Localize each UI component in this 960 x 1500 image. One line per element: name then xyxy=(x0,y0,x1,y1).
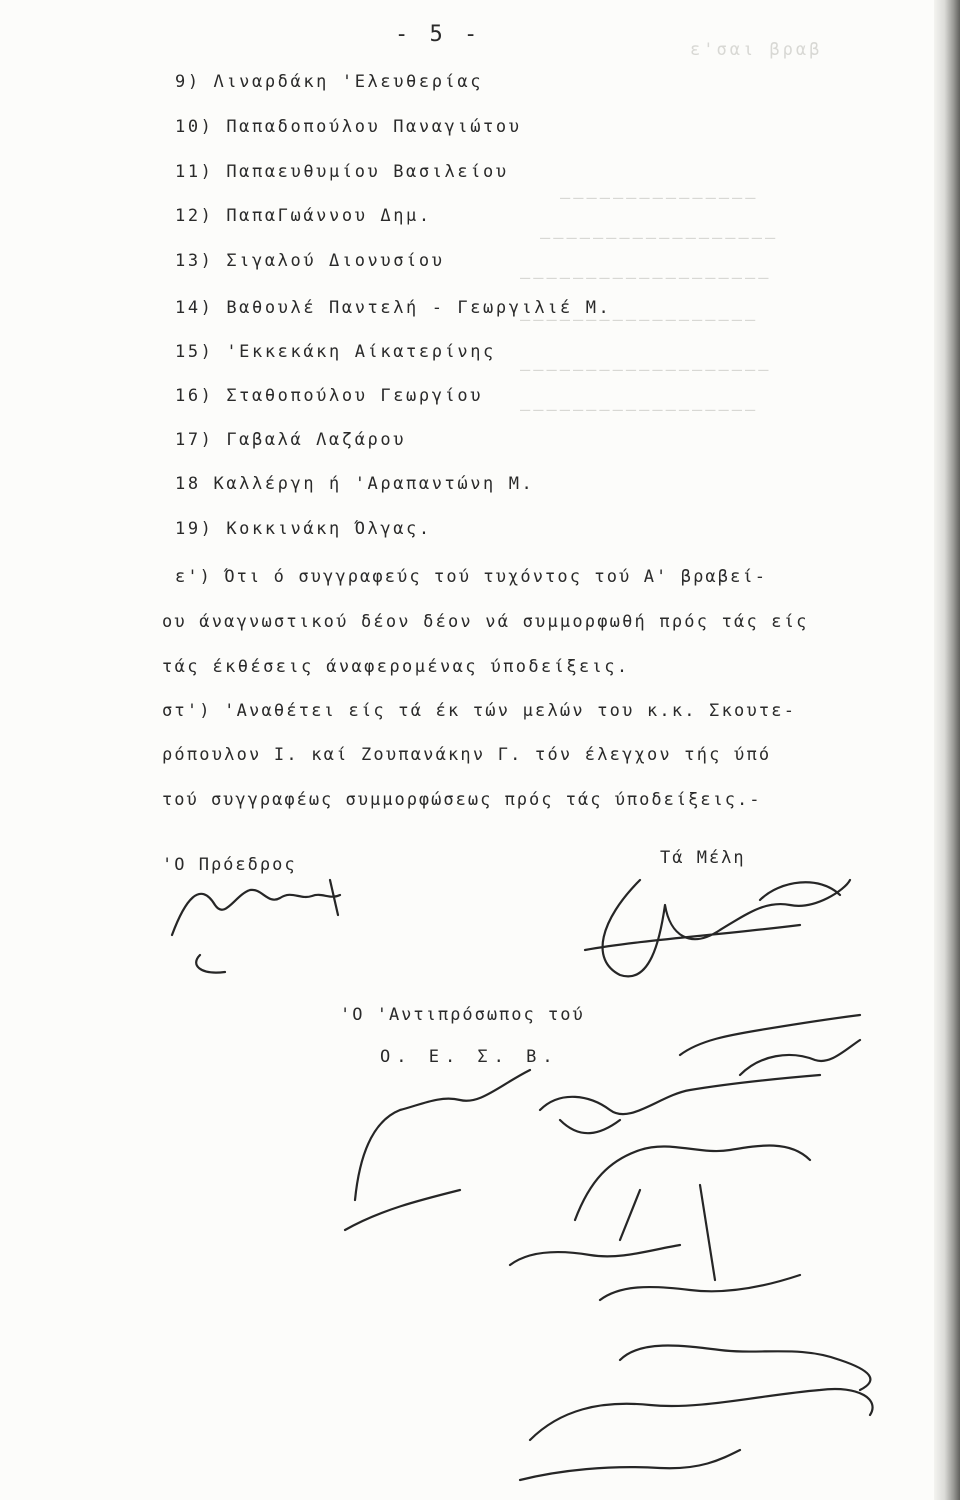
signature-member-2 xyxy=(680,1015,860,1075)
signature-president xyxy=(172,880,340,973)
list-item: 18 Καλλέργη ή 'Αραπαντώνη Μ. xyxy=(175,474,535,494)
list-item: 14) Βαθουλέ Παντελή - Γεωργιλιέ Μ. xyxy=(175,298,612,318)
list-item: 11) Παπαευθυμίου Βασιλείου xyxy=(175,162,509,182)
paragraph-line: τάς έκθέσεις άναφερομένας ύποδείξεις. xyxy=(162,657,630,677)
signature-member-7 xyxy=(620,1346,870,1390)
representative-label: 'Ο 'Αντιπρόσωπος τού xyxy=(340,1005,585,1025)
bleed-through-text: ―――――――――――――――――― xyxy=(520,310,759,330)
list-item: 10) Παπαδοπούλου Παναγιώτου xyxy=(175,117,522,137)
signature-member-9 xyxy=(520,1450,740,1480)
members-label: Τά Μέλη xyxy=(660,848,746,868)
signature-member-1 xyxy=(585,880,850,976)
list-item: 13) Σιγαλού Διονυσίου xyxy=(175,251,445,271)
paragraph-line: στ') 'Αναθέτει είς τά έκ τών μελών του κ.κ. Σκουτε- xyxy=(162,701,797,721)
list-item: 12) ΠαπαΓωάννου Δημ. xyxy=(175,206,432,226)
signature-member-4 xyxy=(575,1146,810,1240)
signature-member-5 xyxy=(510,1185,715,1280)
list-item: 16) Σταθοπούλου Γεωργίου xyxy=(175,386,484,406)
paragraph-line: ρόπουλον Ι. καί Ζουπανάκην Γ. τόν έλεγχον τής ύπό xyxy=(162,745,772,765)
list-item: 9) Λιναρδάκη 'Ελευθερίας xyxy=(175,72,484,92)
bleed-through-text: ――――――――――――――― xyxy=(560,188,759,208)
page-number: - 5 - xyxy=(395,22,482,47)
list-item: 17) Γαβαλά Λαζάρου xyxy=(175,430,407,450)
bleed-through-text: ――――――――――――――――――― xyxy=(520,268,772,288)
bleed-through-text: ε'σαι βραβ xyxy=(690,40,823,60)
bleed-through-text: ―――――――――――――――――― xyxy=(520,400,759,420)
paragraph-line: ε') Ότι ό συγγραφεύς τού τυχόντος τού Α' βραβεί- xyxy=(175,567,768,587)
paragraph-line: ου άναγνωστικού δέον δέον νά συμμορφωθή πρός τάς είς xyxy=(162,612,809,632)
list-item: 15) 'Εκκεκάκη Αίκατερίνης xyxy=(175,342,496,362)
president-label: 'Ο Πρόεδρος xyxy=(162,855,297,875)
representative-org-label: Ο. Ε. Σ. Β. xyxy=(380,1047,559,1067)
signature-member-6 xyxy=(600,1275,800,1300)
list-item: 19) Κοκκινάκη Όλγας. xyxy=(175,519,432,539)
paragraph-line: τού συγγραφέως συμμορφώσεως πρός τάς ύποδείξεις.- xyxy=(162,790,762,810)
bleed-through-text: ――――――――――――――――――― xyxy=(520,360,772,380)
signature-member-8 xyxy=(530,1389,873,1440)
signature-member-3 xyxy=(540,1075,820,1133)
bleed-through-text: ―――――――――――――――――― xyxy=(540,228,779,248)
signature-representative xyxy=(345,1070,530,1230)
book-binding-edge xyxy=(934,0,960,1500)
